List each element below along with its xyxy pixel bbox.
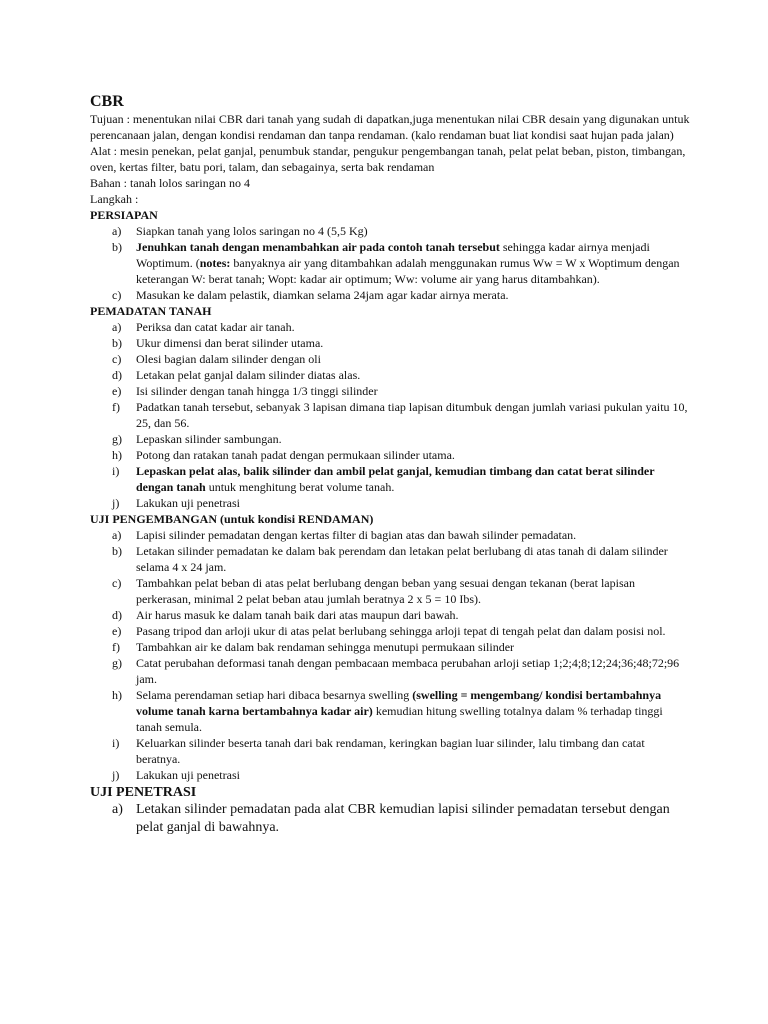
item-marker: c) [112,576,122,590]
item-bold-text: notes: [199,256,231,270]
item-text: Tambahkan air ke dalam bak rendaman sehingga menutupi permukaan silinder [136,640,515,654]
alat-text: Alat : mesin penekan, pelat ganjal, penumbuk standar, pengukur pengembangan tanah, pelat pelat beban, piston, timbangan, oven, kertas filter, batu pori, talam, dan sebagainya, serta bak rendaman [90,144,686,174]
item-marker: c) [112,352,122,366]
list-item [90,383,690,399]
list-item [90,735,690,767]
item-bold-text: (swelling = mengembang/ kondisi bertambahnya volume tanah karna bertambahnya kadar air) [136,688,662,718]
item-text: Potong dan ratakan tanah padat dengan permukaan silinder utama. [136,448,455,462]
item-marker: g) [112,656,122,670]
item-marker: h) [112,448,122,462]
list-item [90,223,690,239]
list-item [90,767,690,783]
item-marker: d) [112,368,122,382]
list-item [90,527,690,543]
item-marker: d) [112,608,122,622]
item-bold-text: Jenuhkan tanah dengan menambahkan air pada contoh tanah tersebut [136,240,500,254]
list-item [90,687,690,735]
item-marker: a) [112,224,122,238]
item-text: Ukur dimensi dan berat silinder utama. [136,336,324,350]
item-marker: b) [112,336,122,350]
pengembangan-list [90,527,690,783]
item-text: Isi silinder dengan tanah hingga 1/3 tinggi silinder [136,384,378,398]
list-item [90,367,690,383]
item-text: Tambahkan pelat beban di atas pelat berlubang dengan beban yang sesuai dengan tekanan (berat lapisan perkerasan, minimal 2 pelat beban atau jumlah beratnya 2 x 5 = 10 Ibs). [136,576,635,606]
persiapan-list [90,223,690,303]
item-text: Siapkan tanah yang lolos saringan no 4 (5,5 Kg) [136,224,368,238]
list-item [90,463,690,495]
penetrasi-list [90,801,690,837]
item-text: banyaknya air yang ditambahkan adalah menggunakan rumus Ww = W x Woptimum dengan keterangan W: berat tanah; Wopt: kadar air optimum; Ww: volume air yang harus ditambahkan). [136,256,680,286]
list-item [90,335,690,351]
item-marker: e) [112,384,122,398]
item-text: Keluarkan silinder beserta tanah dari bak rendaman, keringkan bagian luar silinder, lalu timbang dan catat beratnya. [136,736,645,766]
list-item [90,351,690,367]
list-item [90,575,690,607]
pemadatan-list [90,319,690,511]
list-item [90,319,690,335]
list-item [90,639,690,655]
list-item [90,399,690,431]
item-text: Padatkan tanah tersebut, sebanyak 3 lapisan dimana tiap lapisan ditumbuk dengan jumlah variasi pukulan yaitu 10, 25, dan 56. [136,400,688,430]
item-text: Olesi bagian dalam silinder dengan oli [136,352,321,366]
item-marker: a) [112,802,123,817]
item-text: untuk menghitung berat volume tanah. [205,480,395,494]
item-marker: b) [112,240,122,254]
item-text: Lakukan uji penetrasi [136,496,240,510]
item-text: Selama perendaman setiap hari dibaca besarnya swelling [136,688,413,702]
item-bold-text: Lepaskan pelat alas, balik silinder dan ambil pelat ganjal, kemudian timbang dan catat berat silinder dengan tanah [136,464,655,494]
list-item [90,543,690,575]
item-marker: f) [112,640,120,654]
item-text: Lakukan uji penetrasi [136,768,240,782]
bahan-text: Bahan : tanah lolos saringan no 4 [90,176,250,190]
list-item [90,801,690,837]
item-text: Letakan silinder pemadatan ke dalam bak perendam dan letakan pelat berlubang di atas tanah di dalam silinder selama 4 x 24 jam. [136,544,668,574]
item-text: Lepaskan silinder sambungan. [136,432,282,446]
item-text: Letakan pelat ganjal dalam silinder diatas alas. [136,368,361,382]
list-item [90,287,690,303]
document-title: CBR [90,93,124,110]
item-text: Letakan silinder pemadatan pada alat CBR kemudian lapisi silinder pemadatan tersebut dengan pelat ganjal di bawahnya. [136,802,670,835]
item-marker: i) [112,736,120,750]
tujuan-text: Tujuan : menentukan nilai CBR dari tanah yang sudah di dapatkan,juga menentukan nilai CBR desain yang digunakan untuk perencanaan jalan, dengan kondisi rendaman dan tanpa rendaman. (kalo rendaman buat liat kondisi saat hujan pada jalan) [90,112,690,142]
penetrasi-heading: UJI PENETRASI [90,785,197,800]
persiapan-heading: PERSIAPAN [90,208,158,222]
item-text: Pasang tripod dan arloji ukur di atas pelat berlubang sehingga arloji tepat di tengah pelat dan dalam posisi nol. [136,624,666,638]
item-text: Catat perubahan deformasi tanah dengan pembacaan membaca perubahan arloji setiap 1;2;4;8;12;24;36;48;72;96 jam. [136,656,680,686]
list-item [90,239,690,287]
item-marker: a) [112,528,122,542]
list-item [90,431,690,447]
item-text: kemudian hitung swelling totalnya dalam % terhadap tinggi tanah semula. [136,704,663,734]
item-marker: a) [112,320,122,334]
pengembangan-heading: UJI PENGEMBANGAN (untuk kondisi RENDAMAN) [90,512,374,526]
list-item [90,607,690,623]
item-text: sehingga kadar airnya menjadi Woptimum. ( [136,240,650,270]
item-marker: g) [112,432,122,446]
item-text: Air harus masuk ke dalam tanah baik dari atas maupun dari bawah. [136,608,459,622]
item-marker: b) [112,544,122,558]
list-item [90,623,690,639]
item-text: Masukan ke dalam pelastik, diamkan selama 24jam agar kadar airnya merata. [136,288,509,302]
item-marker: i) [112,464,120,478]
item-marker: j) [112,768,120,782]
document-page [90,93,690,837]
item-marker: e) [112,624,122,638]
list-item [90,495,690,511]
list-item [90,655,690,687]
item-marker: f) [112,400,120,414]
item-text: Periksa dan catat kadar air tanah. [136,320,295,334]
item-marker: j) [112,496,120,510]
item-text: Lapisi silinder pemadatan dengan kertas filter di bagian atas dan bawah silinder pemadatan. [136,528,577,542]
pemadatan-heading: PEMADATAN TANAH [90,304,212,318]
langkah-text: Langkah : [90,192,139,206]
item-marker: c) [112,288,122,302]
list-item [90,447,690,463]
item-marker: h) [112,688,122,702]
